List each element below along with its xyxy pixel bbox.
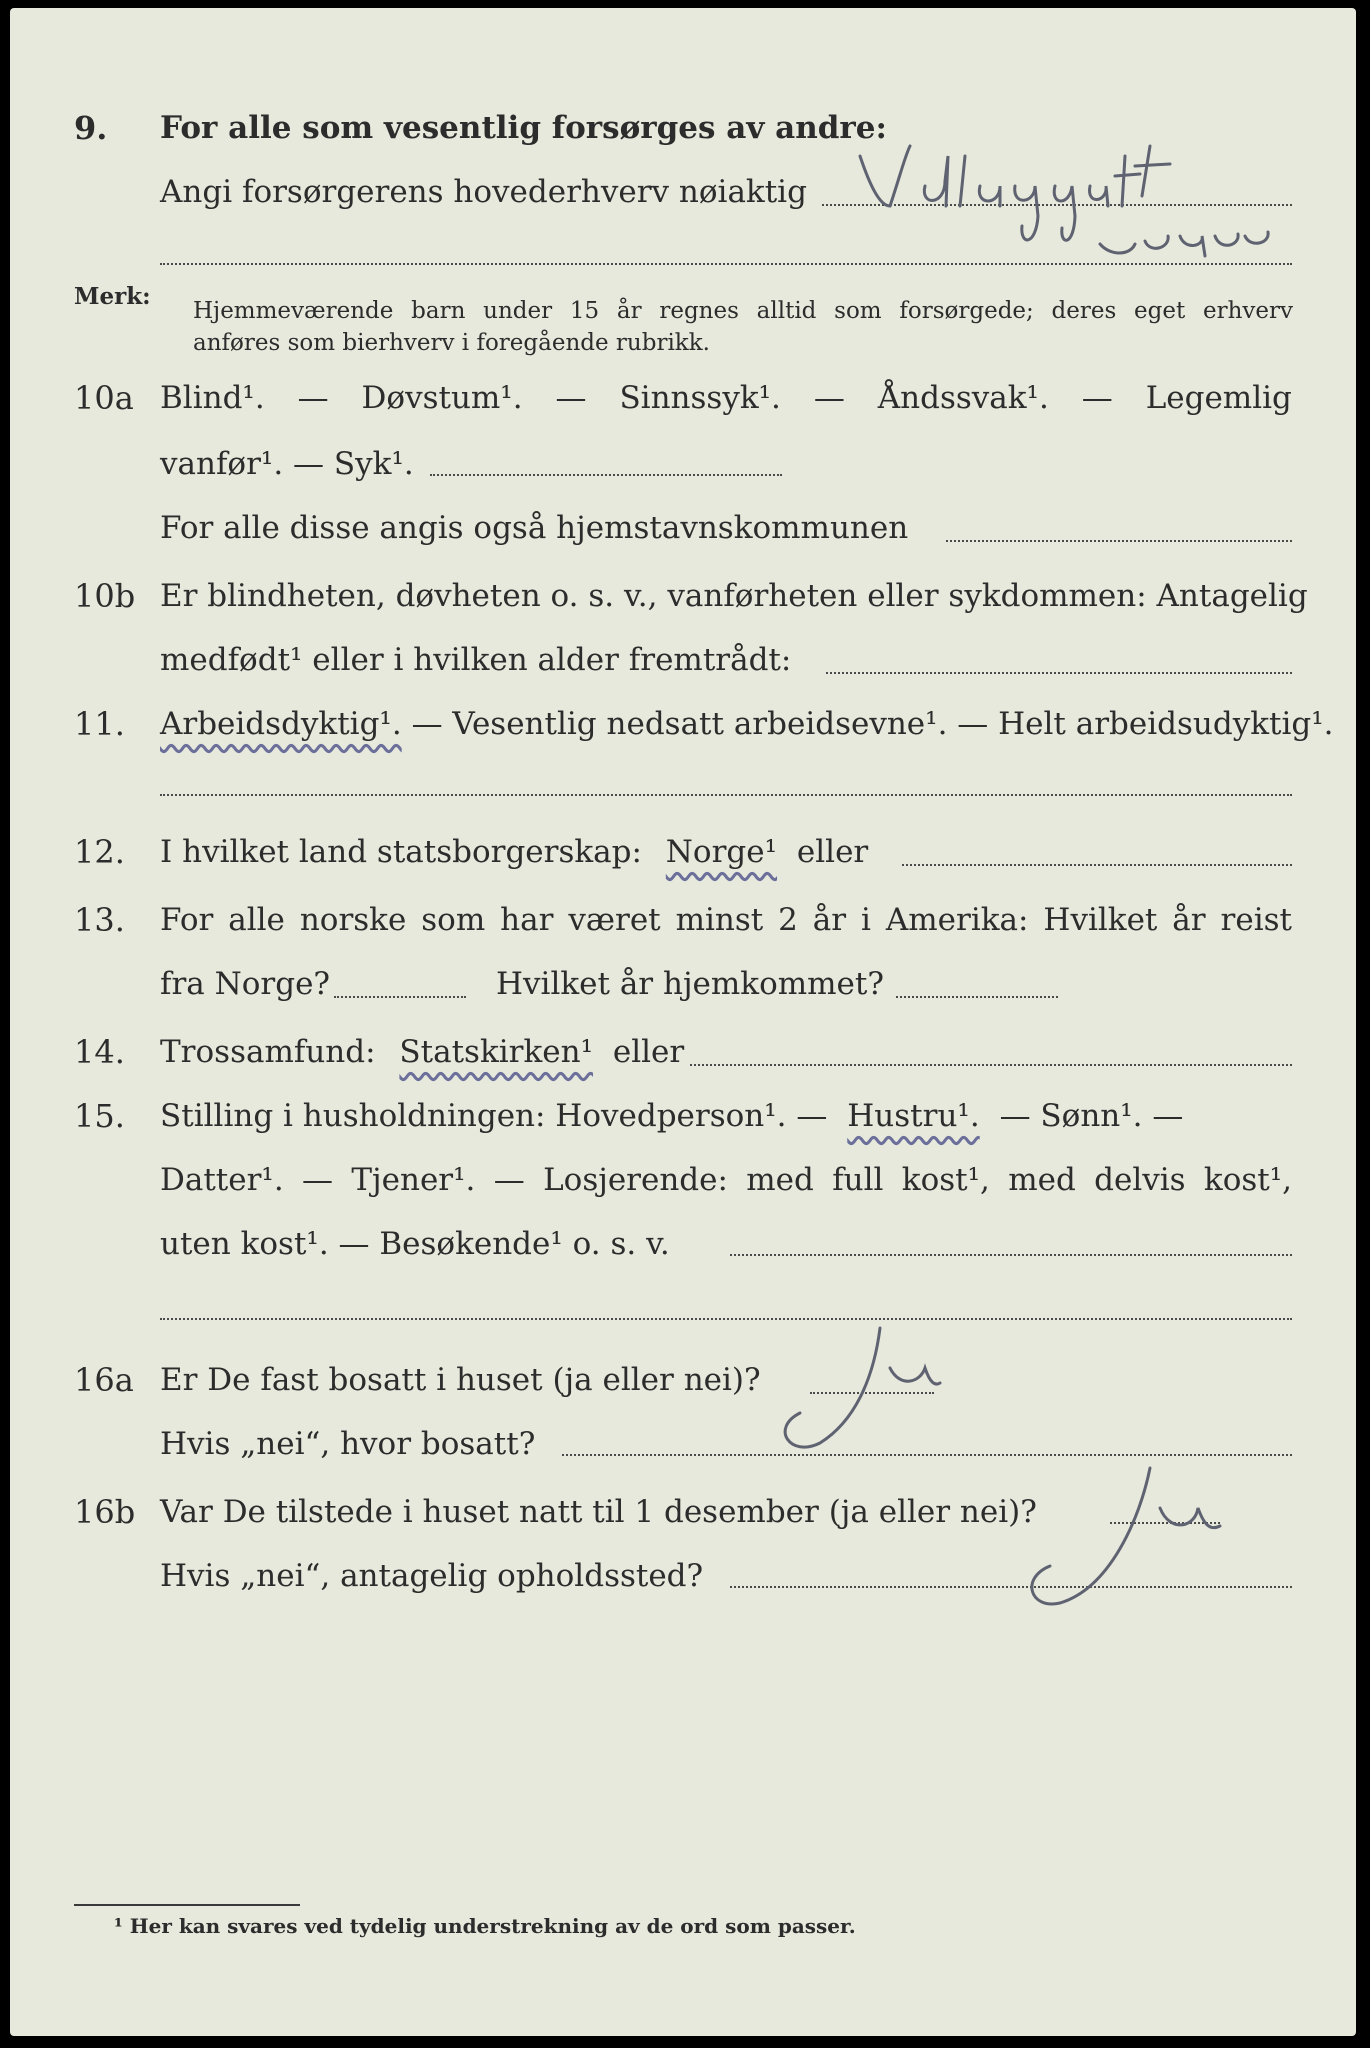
q16b-line-1: Var De tilstede i huset natt til 1 desember (ja eller nei)? — [160, 1494, 1037, 1530]
q13-hjemkommet-line — [896, 996, 1058, 998]
q10a-item: Åndssvak¹. — [877, 380, 1049, 416]
q15-option-hustru[interactable]: Hustru¹. — [847, 1098, 980, 1134]
q15-line-2: Datter¹. — Tjener¹. — Losjerende: med full kost¹, med delvis kost¹, — [160, 1162, 1292, 1198]
q10b-line-1: Er blindheten, døvheten o. s. v., vanførheten eller sykdommen: Antagelig — [160, 578, 1308, 614]
q14-answer-line — [690, 1064, 1292, 1066]
q10a-number: 10a — [74, 379, 134, 417]
q16b-line-2: Hvis „nei“, antagelig opholdssted? — [160, 1558, 704, 1594]
q14-suffix: eller — [612, 1034, 685, 1070]
q13-line-2b: Hvilket år hjemkommet? — [496, 966, 884, 1002]
q13-reist-line — [334, 996, 466, 998]
q9-handwriting — [850, 136, 1290, 266]
q12-suffix: eller — [796, 834, 869, 870]
q13-line-1: For alle norske som har været minst 2 år i Amerika: Hvilket år reist — [160, 902, 1292, 938]
q10a-line-2: vanfør¹. — Syk¹. — [160, 446, 414, 482]
q9-number: 9. — [74, 109, 108, 147]
merk-line-2: anføres som bierhverv i foregående rubrikk. — [193, 330, 710, 356]
q16b-handwriting — [1000, 1448, 1250, 1618]
q10a-line-3: For alle disse angis også hjemstavnskommunen — [160, 510, 909, 546]
q10b-answer-line — [826, 672, 1292, 674]
q15-line-1c: — Sønn¹. — — [999, 1098, 1184, 1134]
q11-option-rest: — Vesentlig nedsatt arbeidsevne¹. — Helt arbeidsudyktig¹. — [411, 706, 1334, 742]
q14-line — [160, 1032, 684, 1072]
q10a-hjemstavn-line — [946, 540, 1292, 542]
q10a-item: — — [297, 380, 329, 416]
q11-options — [160, 704, 1334, 744]
q10a-item: — — [555, 380, 587, 416]
q10a-item: Sinnssyk¹. — [619, 380, 781, 416]
q9-prompt: Angi forsørgerens hovederhverv nøiaktig — [160, 174, 807, 210]
q9-title: For alle som vesentlig forsørges av andre: — [160, 110, 887, 146]
q14-option-statskirken[interactable]: Statskirken¹ — [399, 1034, 593, 1070]
q14-number: 14. — [74, 1033, 125, 1071]
q12-answer-line — [902, 864, 1292, 866]
q10b-number: 10b — [74, 577, 136, 615]
q12-option-norge[interactable]: Norge¹ — [665, 834, 778, 870]
q16a-number: 16a — [74, 1361, 134, 1399]
q12-number: 12. — [74, 833, 125, 871]
q16a-handwriting — [710, 1308, 950, 1458]
q15-line-1 — [160, 1096, 1292, 1136]
q16b-number: 16b — [74, 1493, 136, 1531]
q14-prompt: Trossamfund: — [160, 1034, 376, 1070]
footnote-rule — [74, 1904, 300, 1906]
q13-line-2a: fra Norge? — [160, 966, 331, 1002]
q13-number: 13. — [74, 901, 125, 939]
q12-line — [160, 832, 868, 872]
q10b-line-2: medfødt¹ eller i hvilken alder fremtrådt: — [160, 642, 792, 678]
q15-number: 15. — [74, 1097, 125, 1135]
q16a-line-2: Hvis „nei“, hvor bosatt? — [160, 1426, 536, 1462]
q10a-answer-line — [430, 474, 782, 476]
q11-answer-line — [160, 794, 1292, 796]
q11-number: 11. — [74, 705, 125, 743]
q11-option-arbeidsdyktig[interactable]: Arbeidsdyktig¹. — [160, 706, 402, 742]
q10a-item: Blind¹. — [160, 380, 265, 416]
merk-label: Merk: — [74, 283, 151, 310]
merk-line-1: Hjemmeværende barn under 15 år regnes alltid som forsørgede; deres eget erhverv — [193, 298, 1293, 324]
q10a-item: Døvstum¹. — [361, 380, 523, 416]
footnote: ¹ Her kan svares ved tydelig understrekning av de ord som passer. — [114, 1914, 856, 1938]
q15-line-3: uten kost¹. — Besøkende¹ o. s. v. — [160, 1226, 670, 1262]
q12-prompt: I hvilket land statsborgerskap: — [160, 834, 642, 870]
q15-answer-line — [730, 1254, 1292, 1256]
census-form-page — [10, 8, 1356, 2036]
q16a-line-1: Er De fast bosatt i huset (ja eller nei)? — [160, 1362, 761, 1398]
q10a-item: — — [1081, 380, 1113, 416]
q10a-item: — — [813, 380, 845, 416]
q10a-line-1 — [160, 378, 1292, 418]
q15-line-1a: Stilling i husholdningen: Hovedperson¹. — — [160, 1098, 828, 1134]
q10a-item: Legemlig — [1145, 380, 1292, 416]
